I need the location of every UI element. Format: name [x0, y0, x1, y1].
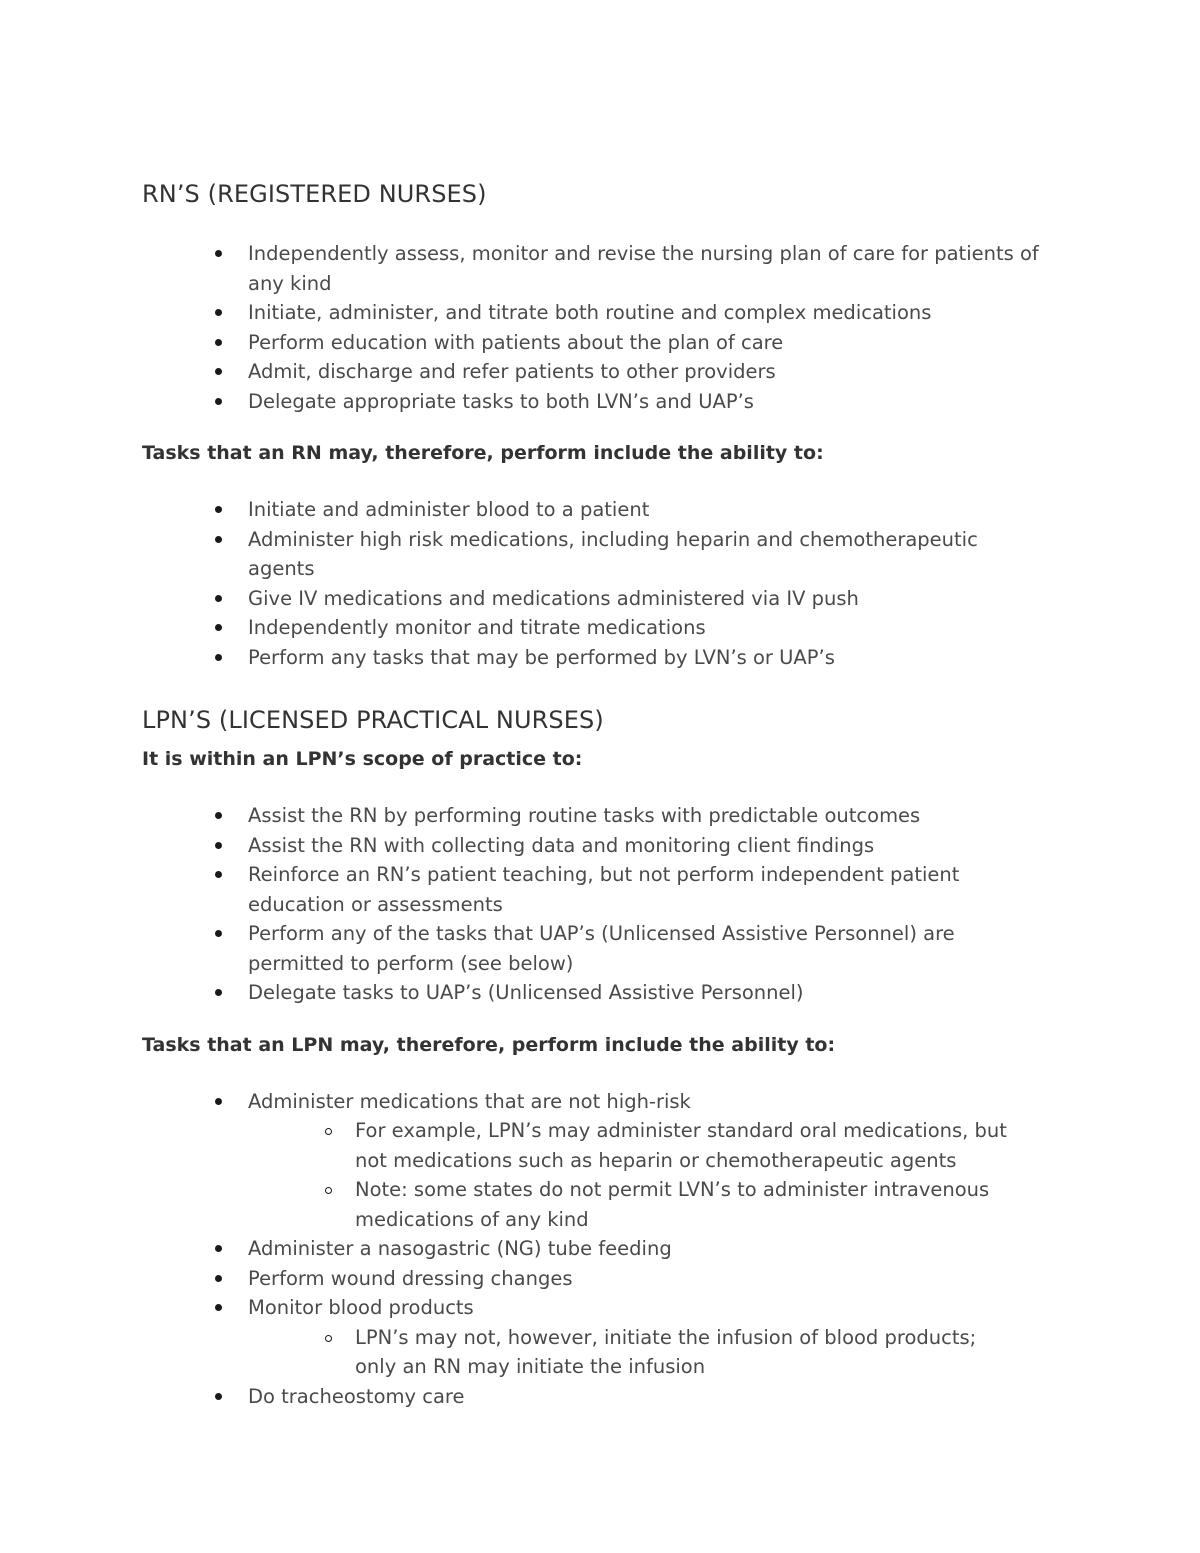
- bullet-icon: [215, 250, 222, 257]
- rn-duties-list: [142, 239, 1082, 416]
- list-item: Give IV medications and medications administered via IV push: [142, 584, 1082, 614]
- circle-bullet-icon: [325, 1187, 332, 1194]
- sub-list: [248, 1116, 1082, 1234]
- rn-tasks-list: [142, 495, 1082, 672]
- bullet-icon: [215, 1245, 222, 1252]
- sub-list: [248, 1323, 1082, 1382]
- circle-bullet-icon: [325, 1128, 332, 1135]
- document-page: [142, 178, 1082, 1411]
- bullet-icon: [215, 654, 222, 661]
- list-item: Initiate, administer, and titrate both routine and complex medications: [142, 298, 1082, 328]
- rn-section-heading: RN’S (REGISTERED NURSES): [142, 180, 487, 208]
- bullet-icon: [215, 309, 222, 316]
- bullet-icon: [215, 339, 222, 346]
- list-item: Delegate appropriate tasks to both LVN’s and UAP’s: [142, 387, 1082, 417]
- list-item: Administer high risk medications, including heparin and chemotherapeutic agents: [142, 525, 1082, 584]
- list-item: Delegate tasks to UAP’s (Unlicensed Assistive Personnel): [142, 978, 1082, 1008]
- list-item: Assist the RN with collecting data and monitoring client findings: [142, 831, 1082, 861]
- lpn-scope-list: [142, 801, 1082, 1008]
- list-item: Monitor blood products LPN’s may not, however, initiate the infusion of blood products; only an RN may initiate the infusion: [142, 1293, 1082, 1382]
- list-item: Perform wound dressing changes: [142, 1264, 1082, 1294]
- circle-bullet-icon: [325, 1335, 332, 1342]
- list-item: Do tracheostomy care: [142, 1382, 1082, 1412]
- sub-list-item: LPN’s may not, however, initiate the infusion of blood products; only an RN may initiate the infusion: [248, 1323, 1082, 1382]
- rn-tasks-heading: Tasks that an RN may, therefore, perform include the ability to:: [142, 442, 824, 464]
- bullet-icon: [215, 989, 222, 996]
- bullet-icon: [215, 842, 222, 849]
- list-item: Perform any of the tasks that UAP’s (Unlicensed Assistive Personnel) are permitted to perform (see below): [142, 919, 1082, 978]
- lpn-scope-heading: It is within an LPN’s scope of practice to:: [142, 748, 583, 770]
- list-item: Administer a nasogastric (NG) tube feeding: [142, 1234, 1082, 1264]
- lpn-section-heading: LPN’S (LICENSED PRACTICAL NURSES): [142, 706, 604, 734]
- bullet-icon: [215, 624, 222, 631]
- list-item: Independently monitor and titrate medications: [142, 613, 1082, 643]
- bullet-icon: [215, 1098, 222, 1105]
- bullet-icon: [215, 595, 222, 602]
- list-item: Perform education with patients about the plan of care: [142, 328, 1082, 358]
- lpn-tasks-list: [142, 1087, 1082, 1412]
- bullet-icon: [215, 812, 222, 819]
- list-item: Initiate and administer blood to a patient: [142, 495, 1082, 525]
- bullet-icon: [215, 536, 222, 543]
- list-item: Perform any tasks that may be performed by LVN’s or UAP’s: [142, 643, 1082, 673]
- list-item: Assist the RN by performing routine tasks with predictable outcomes: [142, 801, 1082, 831]
- bullet-icon: [215, 368, 222, 375]
- list-item: Independently assess, monitor and revise the nursing plan of care for patients of any kind: [142, 239, 1082, 298]
- list-item: Admit, discharge and refer patients to other providers: [142, 357, 1082, 387]
- bullet-icon: [215, 1275, 222, 1282]
- sub-list-item: For example, LPN’s may administer standard oral medications, but not medications such as heparin or chemotherapeutic agents: [248, 1116, 1082, 1175]
- bullet-icon: [215, 1393, 222, 1400]
- bullet-icon: [215, 1304, 222, 1311]
- list-item: Reinforce an RN’s patient teaching, but not perform independent patient education or assessments: [142, 860, 1082, 919]
- bullet-icon: [215, 398, 222, 405]
- bullet-icon: [215, 930, 222, 937]
- bullet-icon: [215, 871, 222, 878]
- bullet-icon: [215, 506, 222, 513]
- list-item: Administer medications that are not high-risk For example, LPN’s may administer standard oral medications, but not medications such as heparin or chemotherapeutic agents Note: some states do not permit LVN’s to administer intravenous medications of any kind: [142, 1087, 1082, 1235]
- lpn-tasks-heading: Tasks that an LPN may, therefore, perform include the ability to:: [142, 1033, 836, 1056]
- sub-list-item: Note: some states do not permit LVN’s to administer intravenous medications of any kind: [248, 1175, 1082, 1234]
